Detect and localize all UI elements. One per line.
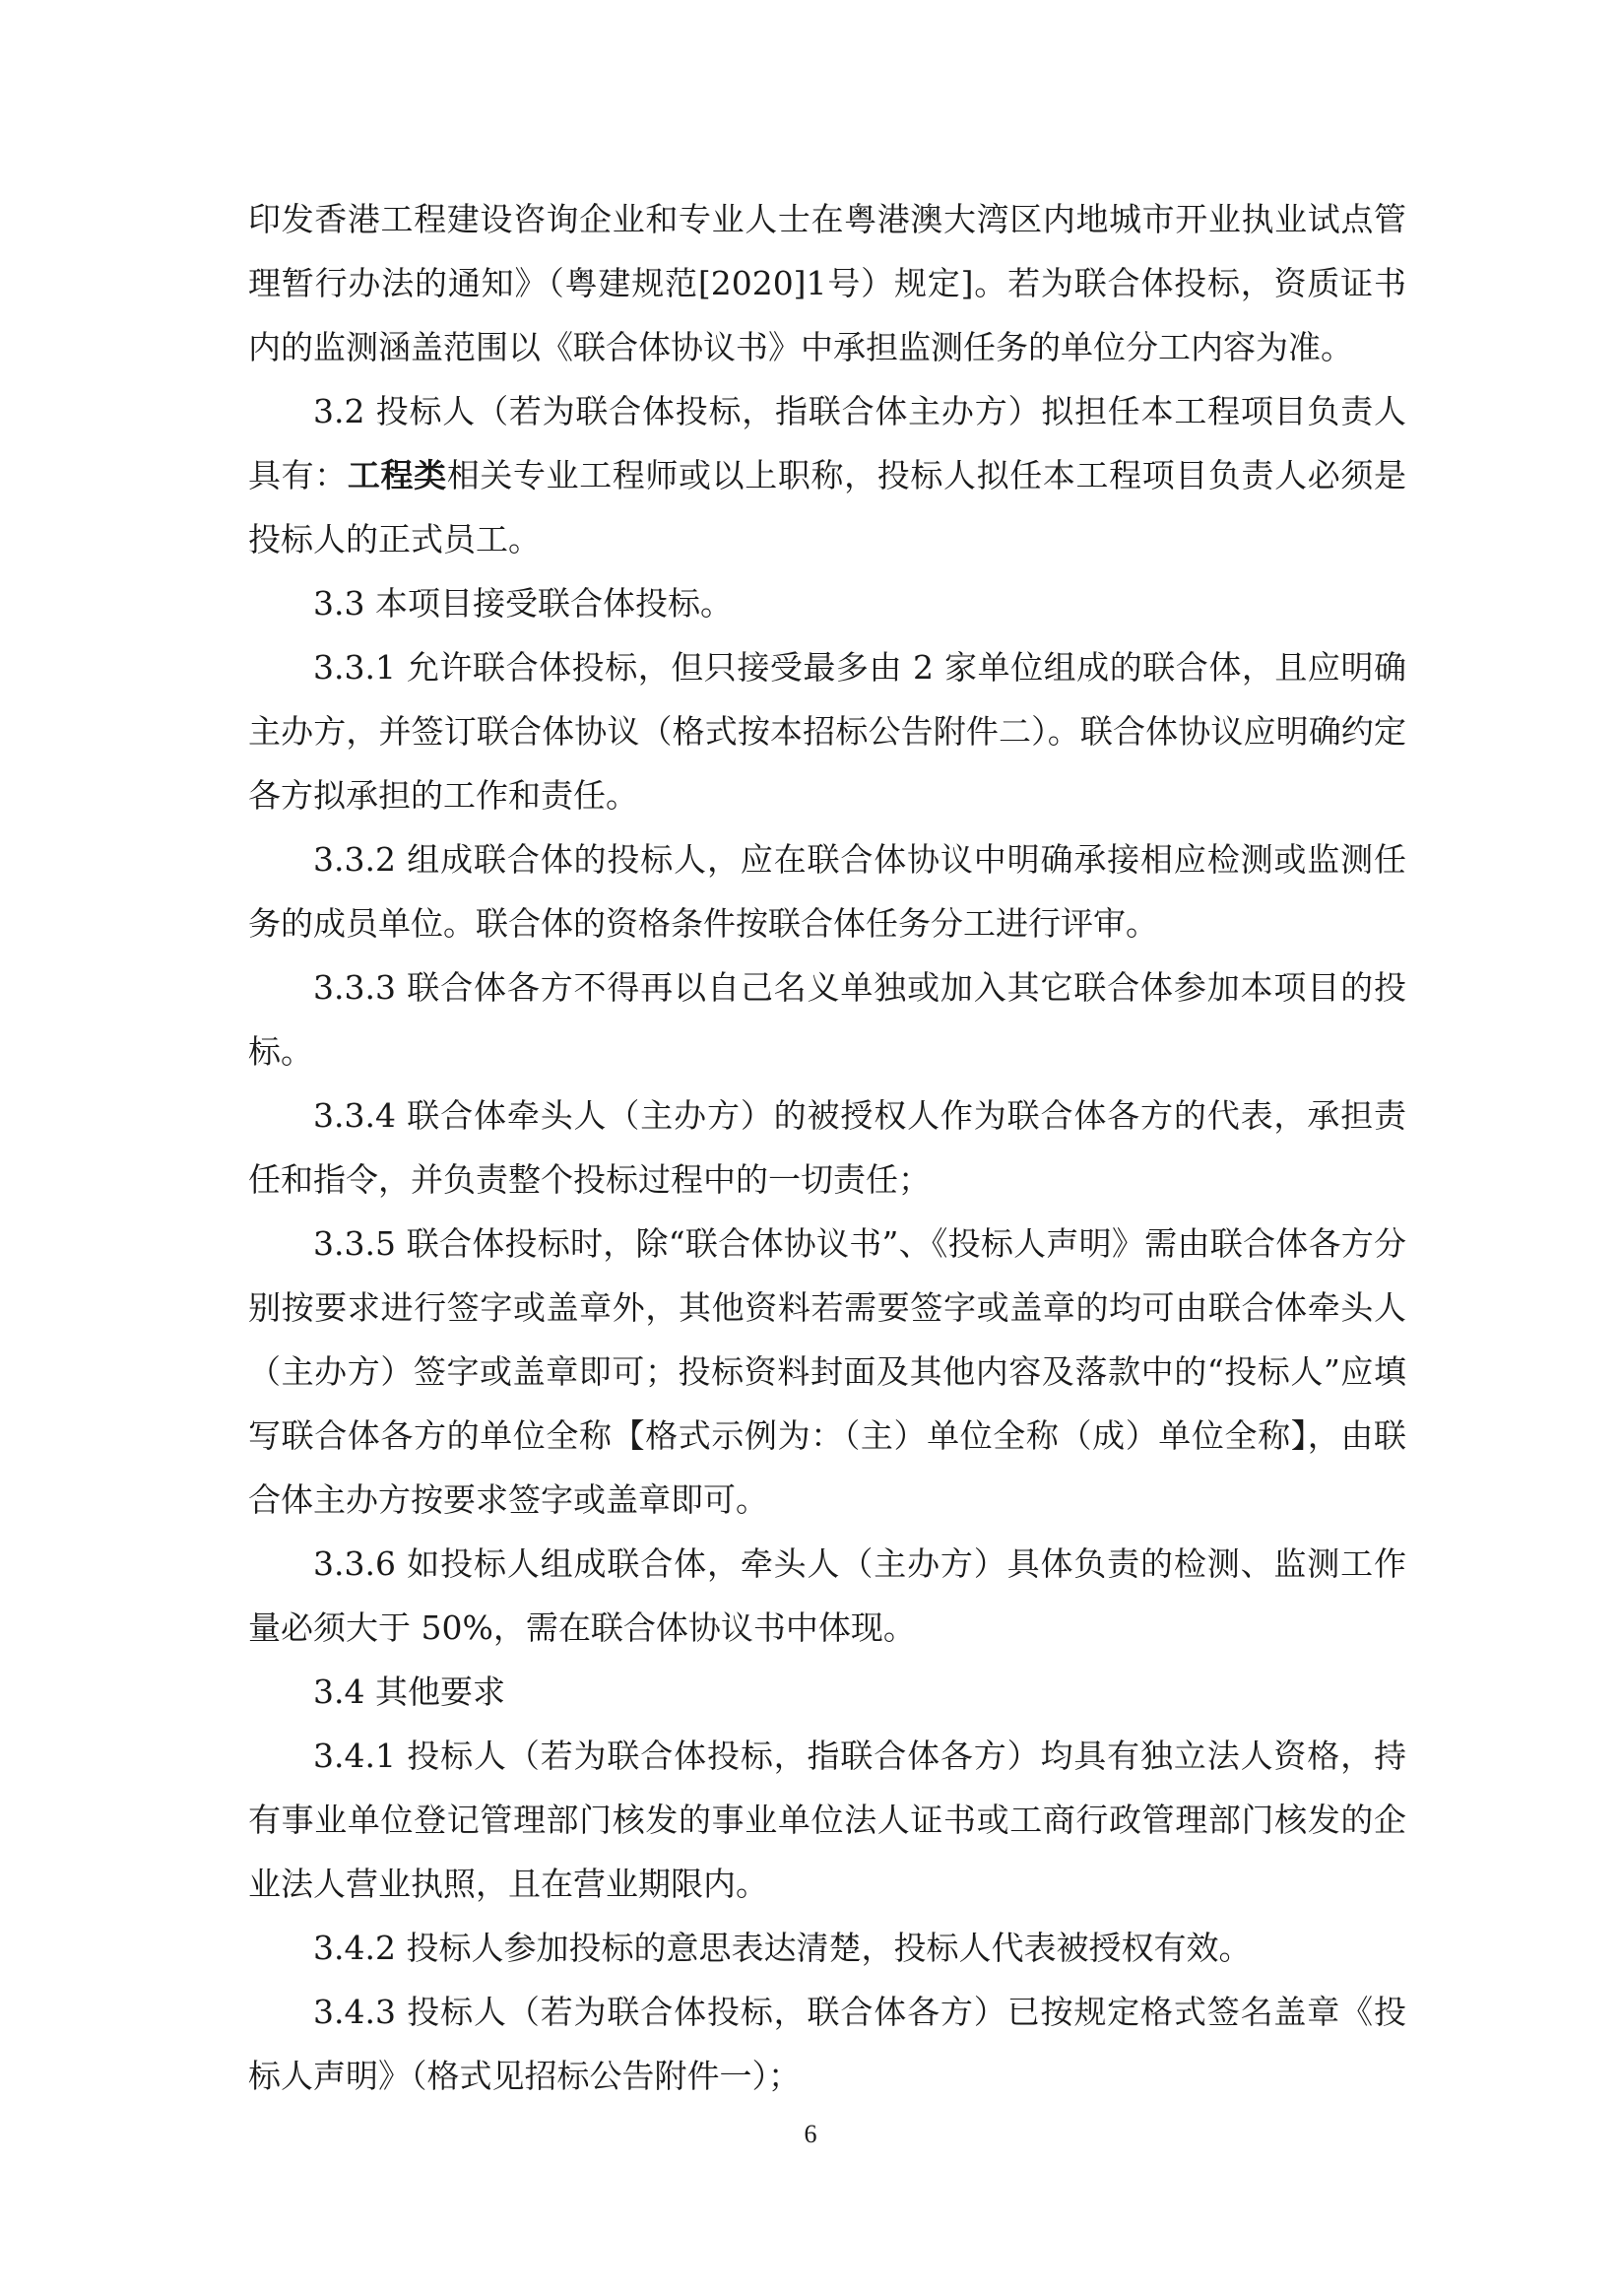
- text-segment: 3.3.1 允许联合体投标，但只接受最多由 2 家单位组成的联合体，且应明确主办方，并签订联合体协议（格式按本招标公告附件二）。联合体协议应明确约定各方拟承担的工作和责任。: [248, 648, 1406, 815]
- text-segment: 3.3 本项目接受联合体投标。: [313, 584, 733, 623]
- text-segment: 3.3.6 如投标人组成联合体，牵头人（主办方）具体负责的检测、监测工作量必须大于 50%，需在联合体协议书中体现。: [248, 1544, 1406, 1647]
- text-segment: 3.3.2 组成联合体的投标人，应在联合体协议中明确承接相应检测或监测任务的成员单位。联合体的资格条件按联合体任务分工进行评审。: [248, 840, 1406, 943]
- paragraph: [248, 1916, 1406, 1980]
- page-number: 6: [804, 2120, 817, 2148]
- bold-text-segment: 工程类: [347, 456, 447, 494]
- paragraph: [248, 1724, 1406, 1916]
- paragraph: [248, 955, 1406, 1083]
- text-segment: 3.3.3 联合体各方不得再以自己名义单独或加入其它联合体参加本项目的投标。: [248, 968, 1406, 1071]
- paragraph: [248, 1532, 1406, 1660]
- text-segment: 3.3.4 联合体牵头人（主办方）的被授权人作为联合体各方的代表，承担责任和指令，并负责整个投标过程中的一切责任；: [248, 1096, 1406, 1199]
- text-segment: 3.4.1 投标人（若为联合体投标，指联合体各方）均具有独立法人资格，持有事业单位登记管理部门核发的事业单位法人证书或工商行政管理部门核发的企业法人营业执照，且在营业期限内。: [248, 1737, 1406, 1903]
- paragraph: [248, 571, 1406, 635]
- paragraph: [248, 635, 1406, 827]
- text-segment: 3.4.2 投标人参加投标的意思表达清楚，投标人代表被授权有效。: [313, 1929, 1252, 1967]
- paragraph: [248, 1083, 1406, 1212]
- document-body: [248, 187, 1406, 2108]
- paragraph: [248, 187, 1406, 379]
- text-segment: 3.4.3 投标人（若为联合体投标，联合体各方）已按规定格式签名盖章《投标人声明》（格式见招标公告附件一）；: [248, 1993, 1406, 2095]
- paragraph: [248, 1660, 1406, 1724]
- text-segment: 3.4 其他要求: [313, 1673, 505, 1711]
- text-segment: 3.3.5 联合体投标时，除“联合体协议书”、《投标人声明》需由联合体各方分别按要求进行签字或盖章外，其他资料若需要签字或盖章的均可由联合体牵头人（主办方）签字或盖章即可；投标资料封面及其他内容及落款中的“投标人”应填写联合体各方的单位全称【格式示例为：（主）单位全称（成）单位全称】，由联合体主办方按要求签字或盖章即可。: [248, 1224, 1406, 1519]
- paragraph: [248, 1212, 1406, 1532]
- text-segment: 印发香港工程建设咨询企业和专业人士在粤港澳大湾区内地城市开业执业试点管理暂行办法的通知》（粤建规范[2020]1号）规定]。若为联合体投标，资质证书内的监测涵盖范围以《联合体协议书》中承担监测任务的单位分工内容为准。: [248, 200, 1406, 366]
- paragraph: [248, 379, 1406, 571]
- text-segment: 相关专业工程师或以上职称，投标人拟任本工程项目负责人必须是投标人的正式员工。: [248, 456, 1407, 558]
- paragraph: [248, 827, 1406, 955]
- text-segment: 3.2 投标人（若为联合体投标，指联合体主办方）拟担任本工程项目负责人具有：: [248, 392, 1406, 494]
- paragraph: [248, 1980, 1406, 2108]
